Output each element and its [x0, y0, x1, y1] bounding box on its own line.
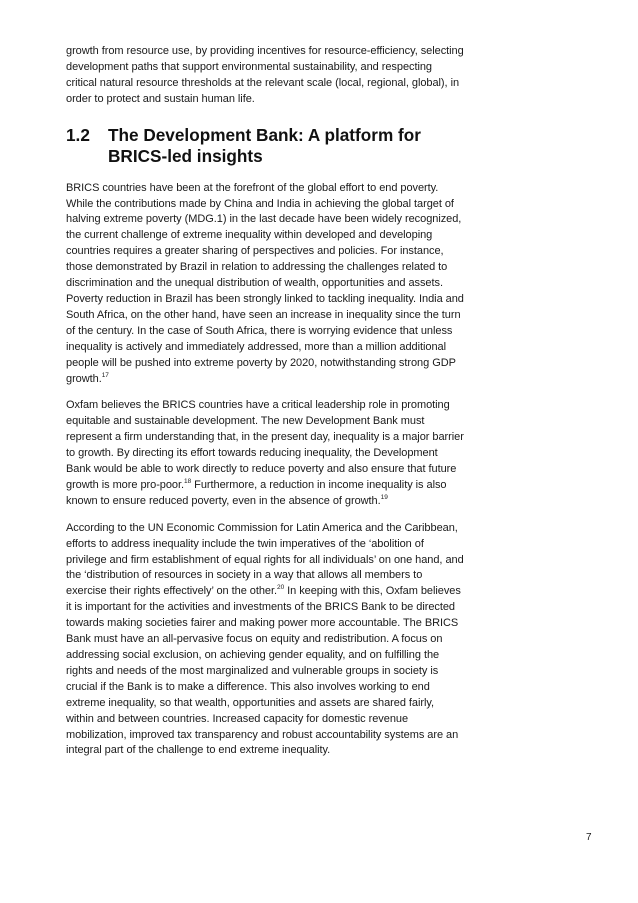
- paragraph-text: Furthermore, a reduction in income inequality is also known to ensure reduced poverty, even in the absence of growth.: [66, 478, 447, 507]
- paragraph-text: Oxfam believes the BRICS countries have a critical leadership role in promoting equitable and sustainable development. The new Development Bank must represent a firm understanding that, in the present day, inequality is a major barrier to growth. By directing its effort towards reducing inequality, the Development Bank would be able to work directly to reduce poverty and also ensure that future growth is more pro-poor.: [66, 399, 464, 491]
- paragraph-brics-poverty: [66, 181, 464, 388]
- section-number: 1.2: [66, 124, 90, 145]
- page-content: [66, 44, 464, 770]
- footnote-reference-17: 17: [101, 371, 109, 379]
- paragraph-un-commission: [66, 521, 464, 760]
- section-title: The Development Bank: A platform for BRICS-led insights: [108, 124, 421, 166]
- intro-paragraph: growth from resource use, by providing incentives for resource-efficiency, selecting development paths that support environmental sustainability, and respecting critical natural resource thresholds at the relevant scale (local, regional, global), in order to protect and sustain human life.: [66, 45, 464, 105]
- paragraph-text: According to the UN Economic Commission for Latin America and the Caribbean, efforts to address inequality include the twin imperatives of the ‘abolition of privilege and firm establishment of equal rights for all individuals’ on one hand, and the ‘distribution of resources in society in a way that allows all members to exercise their rights effectively’ on the other.: [66, 521, 464, 598]
- page-number: 7: [586, 832, 592, 843]
- footnote-reference-20: 20: [277, 584, 285, 592]
- paragraph-text: In keeping with this, Oxfam believes it is important for the activities and investments of the BRICS Bank to be directed towards making societies fairer and making power more accountable. The BRICS Bank must have an all-pervasive focus on equity and redistribution. A focus on addressing social exclusion, on achieving gender equality, and on fulfilling the rights and needs of the most marginalized and vulnerable groups in society is crucial if the Bank is to make a difference. This also involves working to end extreme inequality, so that wealth, opportunities and assets are shared fairly, within and between countries. Increased capacity for domestic revenue mobilization, improved tax transparency and robust accountability systems are an integral part of the challenge to end extreme inequality.: [66, 585, 461, 757]
- paragraph-oxfam-leadership: [66, 398, 464, 509]
- section-heading: [66, 125, 464, 167]
- paragraph-text: BRICS countries have been at the forefront of the global effort to end poverty. While the contributions made by China and India in achieving the global target of halving extreme poverty (MDG.1) in the last decade have been widely recognized, the current challenge of extreme inequality within developed and developing countries requires a greater sharing of perspectives and policies. For instance, those demonstrated by Brazil in relation to addressing the challenges related to discrimination and the unequal distribution of wealth, opportunities and assets. Poverty reduction in Brazil has been strongly linked to tackling inequality. India and South Africa, on the other hand, have seen an increase in inequality since the turn of the century. In the case of South Africa, there is worrying evidence that unless inequality is actively and immediately addressed, more than a million additional people will be pushed into extreme poverty by 2020, notwithstanding strong GDP growth.: [66, 181, 464, 385]
- footnote-reference-19: 19: [380, 493, 388, 501]
- footnote-reference-18: 18: [184, 477, 192, 485]
